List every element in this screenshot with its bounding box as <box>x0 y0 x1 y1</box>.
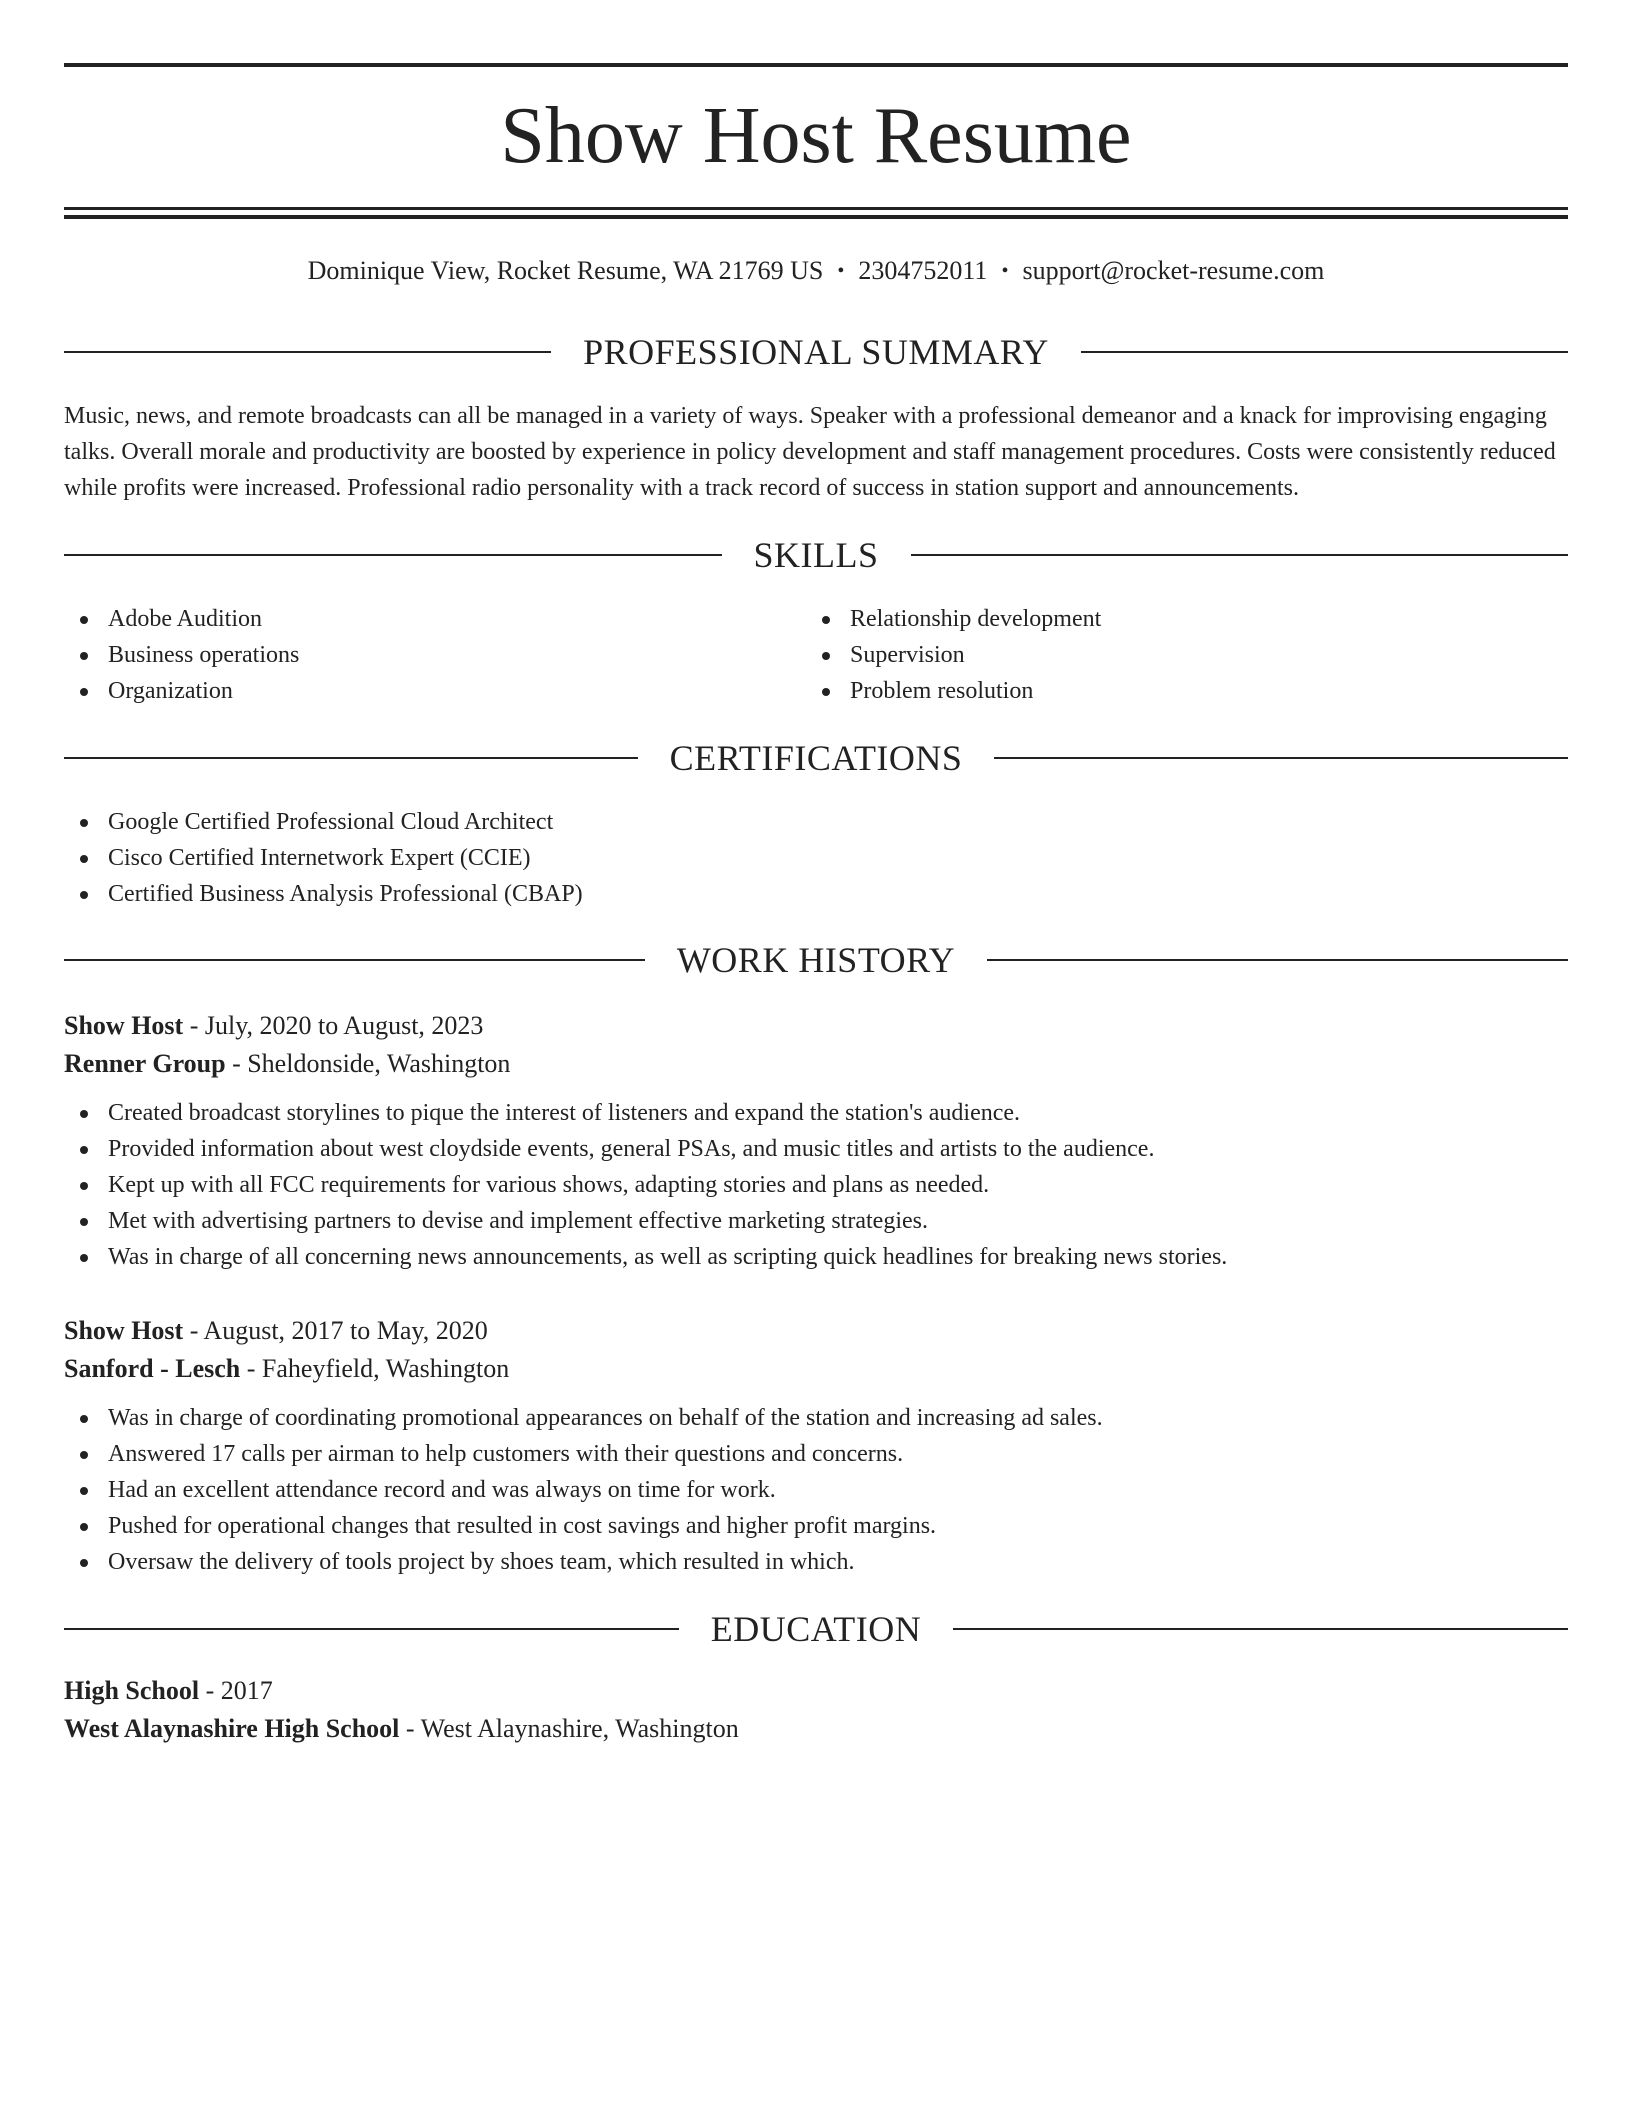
education-degree-line <box>64 1672 1568 1710</box>
job-company-line <box>64 1350 1568 1388</box>
skill-item: Relationship development <box>806 601 1506 637</box>
section-title-education: EDUCATION <box>710 1609 922 1649</box>
contact-line <box>64 254 1568 288</box>
section-title-summary: PROFESSIONAL SUMMARY <box>583 332 1049 372</box>
certification-item: Certified Business Analysis Professional (CBAP) <box>64 876 1064 912</box>
skill-item: Organization <box>64 673 764 709</box>
contact-phone: 2304752011 <box>858 256 988 285</box>
education-school: West Alaynashire High School <box>64 1714 400 1743</box>
resume-title: Show Host Resume <box>500 92 1132 180</box>
job-duty-item: Was in charge of all concerning news announcements, as well as scripting quick headlines for breaking news stories. <box>64 1239 1568 1275</box>
skill-item: Problem resolution <box>806 673 1506 709</box>
section-header-skills <box>64 533 1568 577</box>
section-header-education <box>64 1607 1568 1651</box>
section-rule <box>64 351 551 353</box>
certifications-list <box>64 804 1064 912</box>
section-title-work-history: WORK HISTORY <box>676 940 956 980</box>
job-duty-item: Kept up with all FCC requirements for various shows, adapting stories and plans as needed. <box>64 1167 1568 1203</box>
education-entry <box>64 1672 1568 1748</box>
job-dates: - August, 2017 to May, 2020 <box>183 1316 488 1345</box>
section-rule <box>64 959 645 961</box>
section-rule <box>64 757 638 759</box>
section-rule <box>1081 351 1568 353</box>
top-rule <box>64 63 1568 67</box>
education-school-line <box>64 1710 1568 1748</box>
job-duty-item: Had an excellent attendance record and was always on time for work. <box>64 1472 1568 1508</box>
job-duty-item: Created broadcast storylines to pique the interest of listeners and expand the station's audience. <box>64 1095 1568 1131</box>
section-rule <box>911 554 1569 556</box>
job-title-line <box>64 1007 1568 1045</box>
section-rule <box>994 757 1568 759</box>
title-rule-upper <box>64 207 1568 210</box>
job-company: Sanford - Lesch <box>64 1354 241 1383</box>
job-duty-item: Answered 17 calls per airman to help customers with their questions and concerns. <box>64 1436 1568 1472</box>
education-degree: High School <box>64 1676 200 1705</box>
job-company-line <box>64 1045 1568 1083</box>
contact-separator: • <box>837 260 845 282</box>
contact-email: support@rocket-resume.com <box>1022 256 1325 285</box>
job-title: Show Host <box>64 1011 184 1040</box>
section-rule <box>64 1628 679 1630</box>
job-duty-item: Was in charge of coordinating promotional appearances on behalf of the station and increasing ad sales. <box>64 1400 1568 1436</box>
job-duty-item: Oversaw the delivery of tools project by shoes team, which resulted in which. <box>64 1544 1568 1580</box>
section-header-work-history <box>64 938 1568 982</box>
job-location: - Faheyfield, Washington <box>240 1354 510 1383</box>
job-duties <box>64 1095 1568 1275</box>
job-entry <box>64 1007 1568 1275</box>
job-duty-item: Provided information about west cloydside events, general PSAs, and music titles and artists to the audience. <box>64 1131 1568 1167</box>
education-year: - 2017 <box>199 1676 273 1705</box>
skills-column-left <box>64 601 764 709</box>
job-duty-item: Met with advertising partners to devise and implement effective marketing strategies. <box>64 1203 1568 1239</box>
job-entry <box>64 1312 1568 1580</box>
section-title-certifications: CERTIFICATIONS <box>669 738 963 778</box>
job-company: Renner Group <box>64 1049 226 1078</box>
section-rule <box>64 554 722 556</box>
job-duties <box>64 1400 1568 1580</box>
section-header-summary <box>64 330 1568 374</box>
skill-item: Adobe Audition <box>64 601 764 637</box>
certification-item: Cisco Certified Internetwork Expert (CCIE) <box>64 840 1064 876</box>
contact-address: Dominique View, Rocket Resume, WA 21769 US <box>307 256 824 285</box>
job-title: Show Host <box>64 1316 184 1345</box>
section-rule <box>987 959 1568 961</box>
skill-item: Business operations <box>64 637 764 673</box>
job-duty-item: Pushed for operational changes that resulted in cost savings and higher profit margins. <box>64 1508 1568 1544</box>
section-title-skills: SKILLS <box>753 535 879 575</box>
job-title-line <box>64 1312 1568 1350</box>
section-rule <box>953 1628 1568 1630</box>
skill-item: Supervision <box>806 637 1506 673</box>
education-location: - West Alaynashire, Washington <box>399 1714 739 1743</box>
job-location: - Sheldonside, Washington <box>225 1049 511 1078</box>
summary-text: Music, news, and remote broadcasts can all be managed in a variety of ways. Speaker with a professional demeanor and a knack for improvising engaging talks. Overall morale and productivity are boosted by experience in policy development and staff management procedures. Costs were consistently reduced while profits were increased. Professional radio personality with a track record of success in station support and announcements. <box>64 403 1556 501</box>
job-dates: - July, 2020 to August, 2023 <box>183 1011 484 1040</box>
skills-column-right <box>806 601 1506 709</box>
certification-item: Google Certified Professional Cloud Architect <box>64 804 1064 840</box>
section-header-certifications <box>64 736 1568 780</box>
title-rule-lower <box>64 215 1568 219</box>
contact-separator: • <box>1001 260 1009 282</box>
